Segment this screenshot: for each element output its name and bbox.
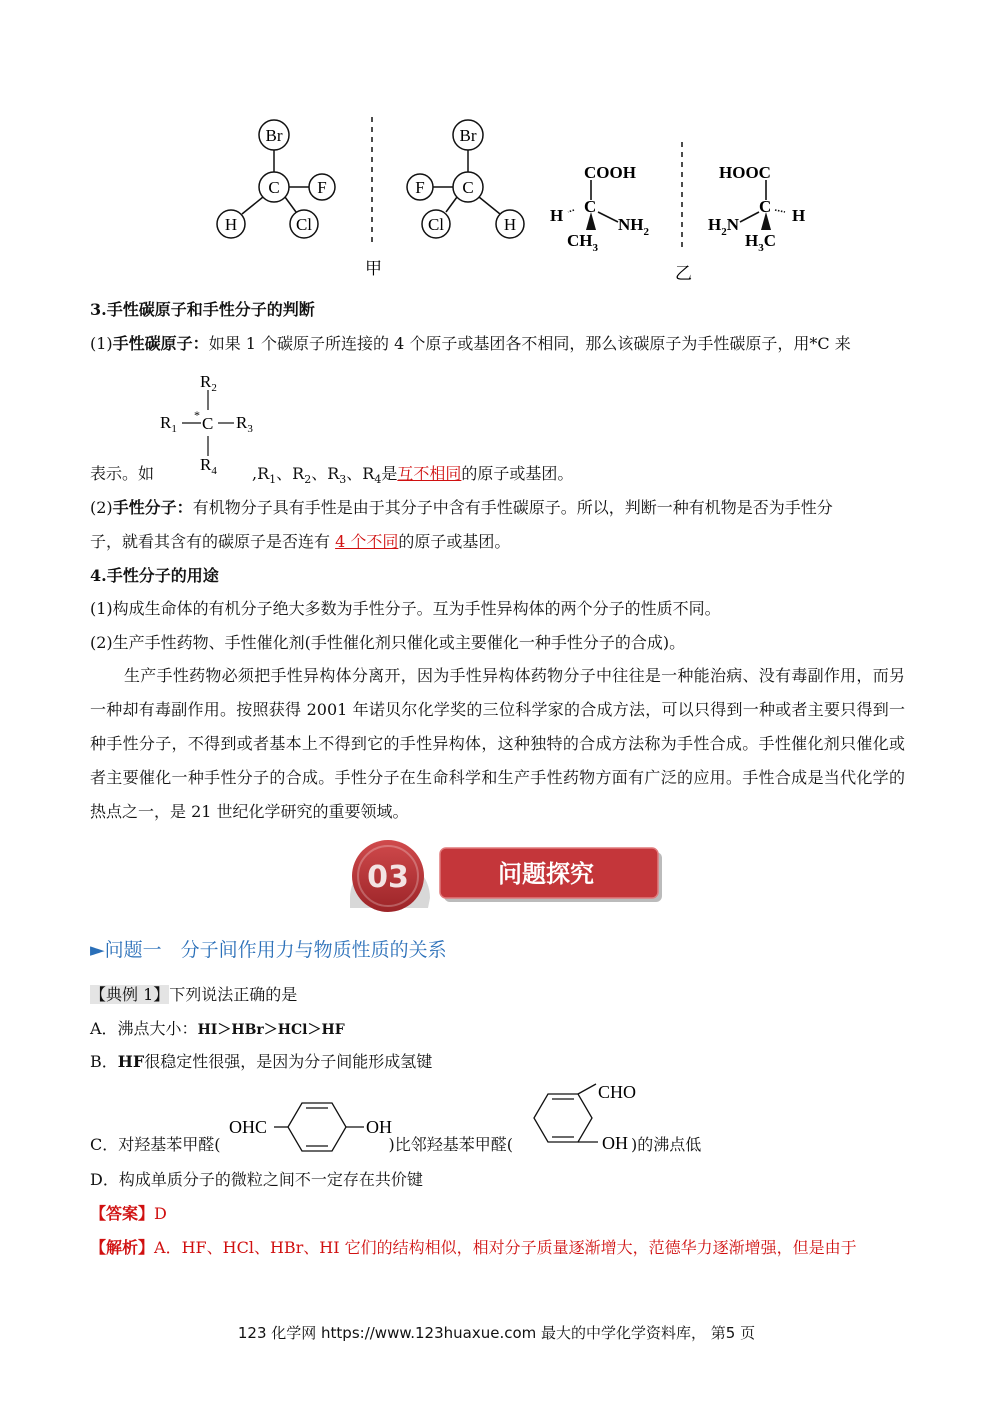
ch3-sub: 3 <box>592 242 598 254</box>
banner-title: 问题探究 <box>498 860 594 888</box>
section3-p2-cont <box>90 532 510 552</box>
analysis-label: 【解析】 <box>90 1238 155 1257</box>
r2-sub: 2 <box>211 382 217 394</box>
section3-p1 <box>90 334 851 354</box>
chirality-figure <box>200 112 840 292</box>
chiral-star: * <box>194 408 200 422</box>
ch3-main: CH <box>567 231 593 250</box>
r1-main: R <box>160 413 172 432</box>
section4-heading: 4.手性分子的用途 <box>90 566 219 585</box>
p2-prefix: (2) <box>90 498 113 517</box>
option-c-a: C．对羟基苯甲醛( <box>90 1135 221 1154</box>
h2n-h: H <box>708 215 722 234</box>
section4-p2: (2)生产手性药物、手性催化剂(手性催化剂只催化或主要催化一种手性分子的合成)。 <box>90 633 686 652</box>
r1 <box>160 413 177 435</box>
h2n-n: N <box>726 215 740 234</box>
analysis-line <box>90 1238 857 1258</box>
group-h3c <box>745 231 776 254</box>
option-a-formula: HI＞HBr＞HCl＞HF <box>197 1022 345 1038</box>
r1-sub: 1 <box>171 423 177 435</box>
r3 <box>236 413 253 435</box>
atom-h: H <box>550 206 564 225</box>
r2 <box>200 372 217 394</box>
p1-cont-c: 是 <box>381 464 398 483</box>
atom-h: H <box>503 215 517 234</box>
option-c <box>90 1135 701 1155</box>
h3c-sub: 3 <box>758 242 764 254</box>
option-b-label: B． <box>90 1052 118 1071</box>
center-c: C <box>202 414 214 433</box>
section-banner <box>340 838 670 920</box>
p1-cont-b: ,R <box>252 464 270 483</box>
section3-p1-cont: 表示。如 $,R_1$、$R_2$、$R_3$、$R_4$是互不相同的原子或基团。 <box>90 464 574 487</box>
atom-br: Br <box>459 126 477 145</box>
r4-main: R <box>200 455 212 474</box>
answer-4-butong: 4 个不同 <box>335 532 399 551</box>
atom-h: H <box>792 206 806 225</box>
atom-c: C <box>584 197 597 216</box>
option-c-c: )的沸点低 <box>631 1135 702 1154</box>
analysis-text: A．HF、HCl、HBr、HI 它们的结构相似，相对分子质量逐渐增大，范德华力逐渐增强，但是由于 <box>154 1238 857 1257</box>
mol2-top: CHO <box>598 1082 637 1102</box>
group-cooh: COOH <box>584 163 636 182</box>
answer-label: 【答案】 <box>90 1204 155 1223</box>
p2-text: 有机物分子具有手性是由于其分子中含有手性碳原子。所以，判断一种有机物是否为手性分 <box>192 498 833 517</box>
atom-cl: Cl <box>427 215 445 234</box>
p2-term: 手性分子： <box>112 498 193 517</box>
atom-f: F <box>415 178 425 197</box>
atom-c: C <box>268 178 280 197</box>
p1-cont-a: 表示。如 <box>90 464 155 483</box>
p1-term: 手性碳原子： <box>112 334 209 353</box>
r3-main: R <box>236 413 248 432</box>
option-b-hf: HF <box>117 1052 145 1071</box>
r3-sub: 3 <box>247 423 253 435</box>
mol1-left: OHC <box>229 1117 268 1137</box>
p1-prefix: (1) <box>90 334 113 353</box>
atom-h: H <box>224 215 238 234</box>
atom-c: C <box>759 197 772 216</box>
example-text: 下列说法正确的是 <box>169 985 298 1004</box>
answer-hutong: 互不相同 <box>397 464 462 483</box>
p1-text: 如果 1 个碳原子所连接的 4 个原子或基团各不相同，那么该碳原子为手性碳原子，用*C 来 <box>208 334 851 353</box>
question-heading: ►问题一 分子间作用力与物质性质的关系 <box>90 939 447 961</box>
option-a <box>90 1019 345 1040</box>
answer-value: D <box>154 1204 167 1223</box>
label-yi: 乙 <box>675 264 692 283</box>
label-jia: 甲 <box>365 259 382 278</box>
section4-p3: 生产手性药物必须把手性异构体分离开，因为手性异构体药物分子中往往是一种能治病、没有毒副作用，而另一种却有毒副作用。按照获得 2001 年诺贝尔化学奖的三位科学家的合成方法，可以只得到一种或者主要只得到一种手性分子，不得到或者基本上不得到它的手性异构体，这种独特的合成方法称为手性合成。手性催化剂只催化或者主要催化一种手性分子的合成。手性分子在生命科学和生产手性药物方面有广泛的应用。手性合成是当代化学的热点之一，是 21 世纪化学研究的重要领域。 <box>90 666 905 821</box>
section3-heading: 3.手性碳原子和手性分子的判断 <box>90 300 315 319</box>
page-footer: 123 化学网 https://www.123huaxue.com 最大的中学化学资料库， 第5 页 <box>237 1324 756 1342</box>
banner-number: 03 <box>367 860 409 895</box>
atom-cl: Cl <box>295 215 313 234</box>
atom-f: F <box>317 178 327 197</box>
option-a-label: A．沸点大小： <box>90 1019 198 1038</box>
h2n-sub: 2 <box>721 226 727 238</box>
r2-main: R <box>200 372 212 391</box>
mol1-right: OH <box>366 1117 392 1137</box>
p1-cont-d: 的原子或基团。 <box>461 464 574 483</box>
p2-cont-a: 子，就看其含有的碳原子是否连有 <box>90 532 336 551</box>
group-h2n <box>708 215 740 238</box>
nh2-main: NH <box>618 215 644 234</box>
nh2-sub: 2 <box>643 226 649 238</box>
chiral-carbon-formula <box>158 368 268 478</box>
example-label: 【典例 1】 <box>90 985 170 1004</box>
section4-p1: (1)构成生命体的有机分子绝大多数为手性分子。互为手性异构体的两个分子的性质不同。 <box>90 599 721 618</box>
h3c-c: C <box>763 231 777 250</box>
group-nh2 <box>618 215 650 238</box>
mol2-bottom: OH <box>602 1133 628 1153</box>
atom-br: Br <box>265 126 283 145</box>
option-d: D．构成单质分子的微粒之间不一定存在共价键 <box>90 1170 423 1189</box>
h3c-h: H <box>745 231 759 250</box>
section3-p2 <box>90 498 833 518</box>
option-b-text: 很稳定性很强，是因为分子间能形成氢键 <box>144 1052 433 1071</box>
p2-cont-b: 的原子或基团。 <box>398 532 511 551</box>
example-line <box>90 985 297 1005</box>
atom-c: C <box>462 178 474 197</box>
group-ch3 <box>567 231 599 254</box>
r4-sub: 4 <box>211 465 217 477</box>
answer-line <box>90 1204 167 1224</box>
group-hooc: HOOC <box>719 163 771 182</box>
option-c-b: )比邻羟基苯甲醛( <box>388 1135 513 1154</box>
option-b <box>90 1052 432 1072</box>
